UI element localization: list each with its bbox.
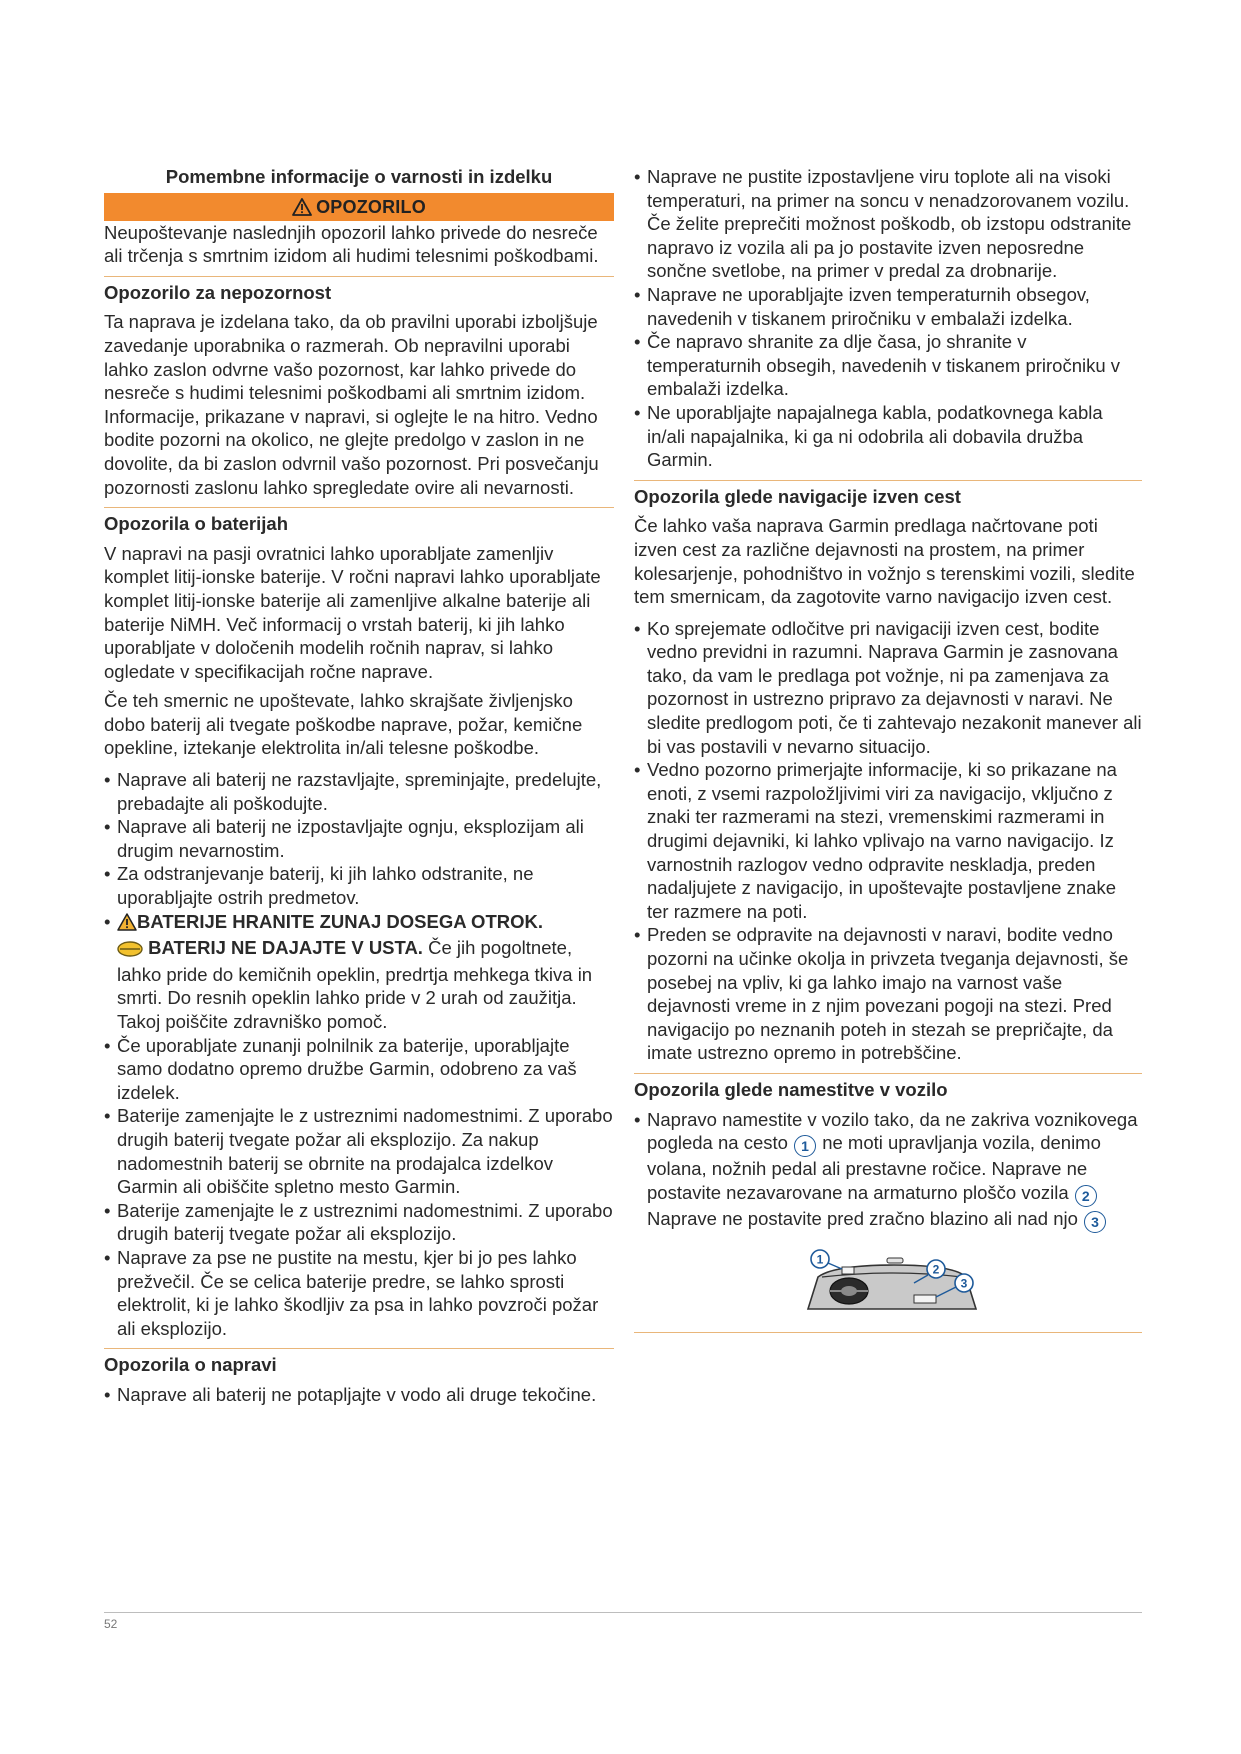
section-end-rule [634, 1332, 1142, 1333]
list-item: • Naprave za pse ne pustite na mestu, kjer bi jo pes lahko prežvečil. Če se celica baterije predre, se lahko sprosti elektrolit, ki je lahko škodljiv za psa in lahko povzroči požar ali eksplozijo. [104, 1246, 614, 1340]
list-item: • Ko sprejemate odločitve pri navigaciji izven cest, bodite vedno previdni in razumni. Naprava Garmin je zasnovana tako, da vam le predlaga pot vožnje, ni pa zamenjava za pozornost in ustrezno pripravo za dejavnosti v naravi. Ne sledite predlogom poti, če ti zahtevajo nezakonit manever ali bi vas postavili v nevarno situacijo. [634, 617, 1142, 759]
figure-callout-3-label: 3 [960, 1276, 968, 1291]
bold-warning-children: BATERIJE HRANITE ZUNAJ DOSEGA OTROK. [137, 910, 543, 932]
battery-warning-list [104, 768, 614, 1340]
list-item: • Naprave ali baterij ne potapljajte v vodo ali druge tekočine. [104, 1383, 614, 1407]
callout-1: 1 [794, 1135, 816, 1157]
dashboard-illustration [794, 1247, 1142, 1323]
install-text-1: Napravo namestite v vozilo tako, da ne zakriva voznikovega pogleda na cesto [647, 1108, 1138, 1154]
right-column [634, 165, 1142, 1333]
warning-label: OPOZORILO [316, 196, 426, 217]
list-item: • Baterije zamenjajte le z ustreznimi nadomestnimi. Z uporabo drugih baterij tvegate požar ali eksplozijo. [104, 1199, 614, 1246]
figure-callout-2 [927, 1260, 945, 1278]
warning-triangle-icon [117, 913, 137, 937]
section-heading-offroad: Opozorila glede navigacije izven cest [634, 480, 1142, 515]
list-item: • Če napravo shranite za dlje časa, jo shranite v temperaturnih obsegih, navedenih v tiskanem priročniku v embalaži izdelka. [634, 330, 1142, 401]
vehicle-install-list [634, 1108, 1142, 1233]
section-heading-batteries: Opozorila o baterijah [104, 507, 614, 542]
install-text-3: Naprave ne postavite pred zračno blazino ali nad njo [647, 1207, 1084, 1229]
list-item: • Če uporabljate zunanji polnilnik za baterije, uporabljajte samo dodatno opremo družbe Garmin, odobreno za vaš izdelek. [104, 1034, 614, 1105]
warning-banner [104, 193, 614, 221]
offroad-warning-list [634, 617, 1142, 1065]
footer-divider [104, 1612, 1142, 1613]
paragraph-inattention: Ta naprava je izdelana tako, da ob pravilni uporabi izboljšuje zavedanje uporabnika o razmerah. Ob nepravilni uporabi lahko zaslon odvrne vašo pozornost, kar lahko privede do nesreče s hudimi telesnimi poškodbami ali smrtnim izidom. Informacije, prikazane v napravi, si oglejte le na hitro. Vedno bodite pozorni na okolico, ne glejte predolgo v zaslon in ne dovolite, da bi zaslon odvrnil vašo pozornost. Pri posvečanju pozornosti zaslonu lahko spregledate ovire ali nevarnosti. [104, 311, 599, 498]
page-number: 52 [104, 1617, 118, 1631]
list-item: • Vedno pozorno primerjajte informacije, ki so prikazane na enoti, z vsemi razpoložljivimi viri za navigacijo, vključno z znaki ter razmerami na stezi, vremenskimi razmerami in drugimi dejavniki, ki lahko vplivajo na varno navigacijo. Iz varnostnih razlogov vedno odpravite neskladja, preden nadaljujete z navigacijo, in upoštevajte postavljene znake ter razmere na poti. [634, 758, 1142, 923]
device-warning-list-continued [634, 165, 1142, 472]
warning-text: Neupoštevanje naslednjih opozoril lahko privede do nesreče ali trčenja s smrtnim izidom ali hudimi telesnimi poškodbami. [104, 221, 599, 267]
swallow-warning-text: Če jih pogoltnete, lahko pride do kemičnih opeklin, predrtja mehkega tkiva in smrti. Do resnih opeklin lahko pride v 2 urah od zaužitja. Takoj poiščite zdravniško pomoč. [117, 937, 593, 1032]
list-item [634, 1108, 1142, 1233]
list-item: • Za odstranjevanje baterij, ki jih lahko odstranite, ne uporabljajte ostrih predmetov. [104, 862, 614, 909]
list-item: • Naprave ali baterij ne izpostavljajte ognju, eksplozijam ali drugim nevarnostim. [104, 815, 614, 862]
list-item: • Naprave ne pustite izpostavljene viru toplote ali na visoki temperaturi, na primer na soncu v nenadzorovanem vozilu. Če želite preprečiti možnost poškodb, ob izstopu odstranite napravo iz vozila ali pa jo postavite izven neposredne sončne svetlobe, na primer v predal za drobnarije. [634, 165, 1142, 283]
list-item: • Naprave ali baterij ne razstavljajte, spreminjajte, predelujte, prebadajte ali poškodujte. [104, 768, 614, 815]
figure-callout-1 [811, 1250, 829, 1268]
page-title: Pomembne informacije o varnosti in izdelku [165, 166, 553, 187]
list-item: • Preden se odpravite na dejavnosti v naravi, bodite vedno pozorni na učinke okolja in privzeta tveganja dejavnosti, še posebej na vpliv, ki ga lahko imajo na varnost vaše dejavnosti vreme in z njim povezani pogoji na stezi. Pred navigacijo po neznanih poteh in stezah se prepričajte, da imate ustrezno opremo in potrebščine. [634, 923, 1142, 1065]
callout-2: 2 [1075, 1185, 1097, 1207]
bold-warning-mouth: BATERIJ NE DAJAJTE V USTA. [148, 937, 423, 959]
callout-3: 3 [1084, 1211, 1106, 1233]
warning-triangle-icon [292, 196, 312, 224]
figure-callout-2-label: 2 [932, 1262, 940, 1277]
paragraph-offroad: Če lahko vaša naprava Garmin predlaga načrtovane poti izven cest za različne dejavnosti na prostem, na primer kolesarjenje, pohodništvo in vožnjo s terenskimi vozili, sledite tem smernicam, da zagotovite varno navigacijo izven cest. [634, 515, 1135, 608]
left-column [104, 165, 614, 1407]
figure-callout-3 [955, 1274, 973, 1292]
device-warning-list [104, 1383, 614, 1407]
list-item: • Ne uporabljajte napajalnega kabla, podatkovnega kabla in/ali napajalnika, ki ga ni odobrila ali dobavila družba Garmin. [634, 401, 1142, 472]
paragraph-batteries-1: V napravi na pasji ovratnici lahko uporabljate zamenljiv komplet litij-ionske baterije. V ročni napravi lahko uporabljate komplet litij-ionske baterije ali zamenljive alkalne baterije ali baterije NiMH. Več informacij o vrstah baterij, ki jih lahko uporabljate v določenih modelih ročnih naprav, si lahko ogledate v specifikacijah ročne naprave. [104, 542, 601, 682]
coin-battery-icon [117, 939, 143, 963]
section-heading-inattention: Opozorilo za nepozornost [104, 276, 614, 311]
list-item: • Baterije zamenjajte le z ustreznimi nadomestnimi. Z uporabo drugih baterij tvegate požar ali eksplozijo. Za nakup nadomestnih baterij se obrnite na prodajalca izdelkov Garmin ali obiščite spletno mesto Garmin. [104, 1104, 614, 1198]
section-heading-device: Opozorila o napravi [104, 1348, 614, 1383]
figure-callout-1-label: 1 [816, 1252, 824, 1267]
install-text-2: ne moti upravljanja vozila, denimo volana, nožnih pedal ali prestavne ročice. Naprave ne postavite nezavarovane na armaturno ploščo vozila [647, 1132, 1101, 1203]
list-item [104, 910, 614, 1034]
list-item: • Naprave ne uporabljajte izven temperaturnih obsegov, navedenih v tiskanem priročniku v embalaži izdelka. [634, 283, 1142, 330]
paragraph-batteries-2: Če teh smernic ne upoštevate, lahko skrajšate življenjsko dobo baterij ali tvegate poškodbe naprave, požar, kemične opekline, iztekanje elektrolita in/ali telesne poškodbe. [104, 690, 583, 759]
section-heading-vehicle-install: Opozorila glede namestitve v vozilo [634, 1073, 1142, 1108]
